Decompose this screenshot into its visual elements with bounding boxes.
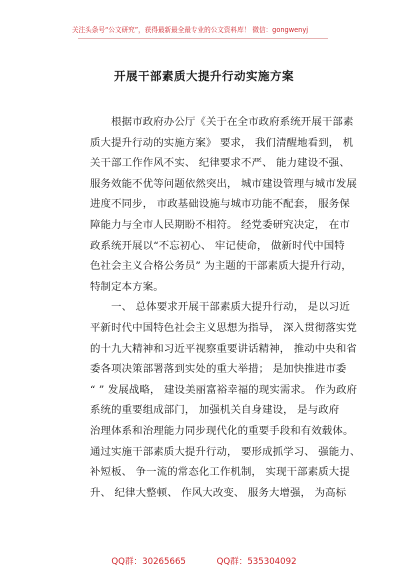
body-line: 一、 总体要求开展干部素质大提升行动， 是以习近 (90, 301, 350, 314)
body-line: 补短板、 争一流的常态化工作机制， 实现干部素质大提 (90, 466, 350, 479)
body-line: 升、 纪律大整顿、 作风大改变、 服务大增强， 为高标 (90, 486, 347, 499)
body-line: 委各项决策部署落到实处的重大举措； 是加快推进市委 (90, 363, 347, 376)
body-line: 根据市政府办公厅《关于在全市政府系统开展干部素 (90, 116, 354, 128)
body-line: 障能力与全市人民期盼不相符。 经党委研究决定， 在市 (90, 218, 350, 231)
body-line: “ ” 发展战略， 建设美丽富裕幸福的现实需求。 作为政府 (90, 383, 358, 396)
qq-group-1: QQ群：30265665 (111, 557, 186, 567)
body-line: 的十九大精神和习近平视察重要讲话精神， 推动中央和省 (90, 342, 357, 355)
footer-contacts (0, 555, 408, 567)
header-note: 关注头条号“公文研究”，获得最新最全最专业的公文资料库！ 微信：gongwenyj (72, 26, 309, 34)
document-title: 开展干部素质大提升行动实施方案 (114, 69, 294, 83)
body-line: 平新时代中国特色社会主义思想为指导， 深入贯彻落实党 (90, 321, 357, 334)
body-line: 关干部工作作风不实、 纪律要求不严、 能力建设不强、 (90, 157, 350, 170)
qq-group-2: QQ群：535304092 (216, 557, 297, 567)
body-line: 特制定本方案。 (90, 280, 164, 293)
document-body (90, 112, 361, 503)
body-line: 质大提升行动的实施方案》 要求， 我们清醒地看到， 机 (90, 136, 354, 149)
body-line: 政系统开展以“不忘初心、 牢记使命， 做新时代中国特 (90, 239, 345, 252)
body-line: 进度不同步， 市政基础设施与城市功能不配套， 服务保 (90, 198, 350, 211)
body-line: 服务效能不优等问题依然突出， 城市建设管理与城市发展 (90, 177, 357, 190)
body-line: 系统的重要组成部门， 加强机关自身建设， 是与政府 (90, 404, 340, 417)
body-line: 色社会主义合格公务员” 为主题的干部素质大提升行动， (90, 260, 352, 273)
header-divider (78, 38, 328, 39)
body-line: 通过实施干部素质大提升行动， 要形成抓学习、 强能力、 (90, 445, 361, 458)
body-line: 治理体系和治理能力同步现代化的重要手段和有效载体。 (90, 424, 354, 437)
